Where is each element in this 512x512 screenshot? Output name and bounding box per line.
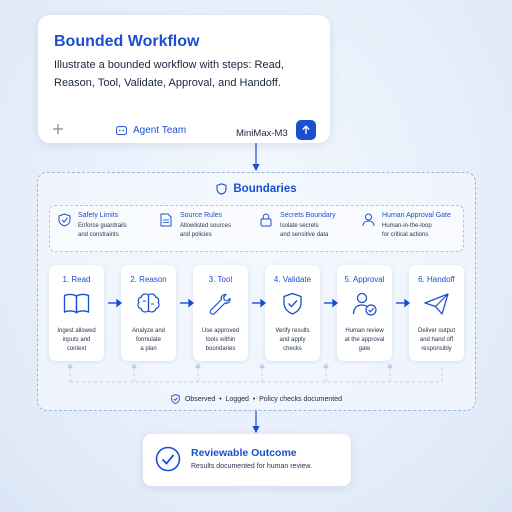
shield-check-icon [171, 394, 180, 404]
agent-team-label: Agent Team [133, 125, 187, 136]
step-card-tool: 3. Tool Use approved tools within boundaries [193, 265, 248, 361]
step-card-reason: 2. Reason Analyze and formulate a plan [121, 265, 176, 361]
agent-icon [116, 126, 127, 136]
arrow-up-icon [301, 125, 311, 135]
observed-status-line: Observed • Logged • Policy checks documented [38, 394, 475, 404]
prompt-text: Illustrate a bounded workflow with steps: Read, Reason, Tool, Validate, Approval, and Handoff. [54, 59, 284, 89]
outcome-card [143, 434, 351, 486]
boundaries-panel [37, 172, 476, 411]
send-button[interactable] [296, 120, 316, 140]
agent-team-button[interactable] [116, 125, 186, 136]
plus-icon[interactable] [52, 123, 64, 135]
outcome-description: Results documented for human review. [191, 463, 313, 470]
boundaries-title: Boundaries [38, 183, 475, 195]
model-selector[interactable]: MiniMax-M3 [236, 128, 288, 139]
outcome-title: Reviewable Outcome [191, 447, 297, 459]
step-card-read: 1. Read Ingest allowed inputs and context [49, 265, 104, 361]
prompt-card [38, 15, 330, 143]
guardrails-box: Safety Limits Enforce guardrails and constraints Source Rules Allowlisted sources and policies Secrets Boundary Isolate secrets and sensitive data Human Approval Gate Human-in-the-loop for critical actions [49, 205, 464, 252]
check-circle-icon [155, 446, 181, 472]
step-card-approval: 5. Approval Human review at the approval gate [337, 265, 392, 361]
step-card-handoff: 6. Handoff Deliver output and hand off responsibly [409, 265, 464, 361]
step-arrows [38, 173, 475, 410]
prompt-title: Bounded Workflow [54, 33, 200, 50]
step-card-validate: 4. Validate Verify results and apply checks [265, 265, 320, 361]
